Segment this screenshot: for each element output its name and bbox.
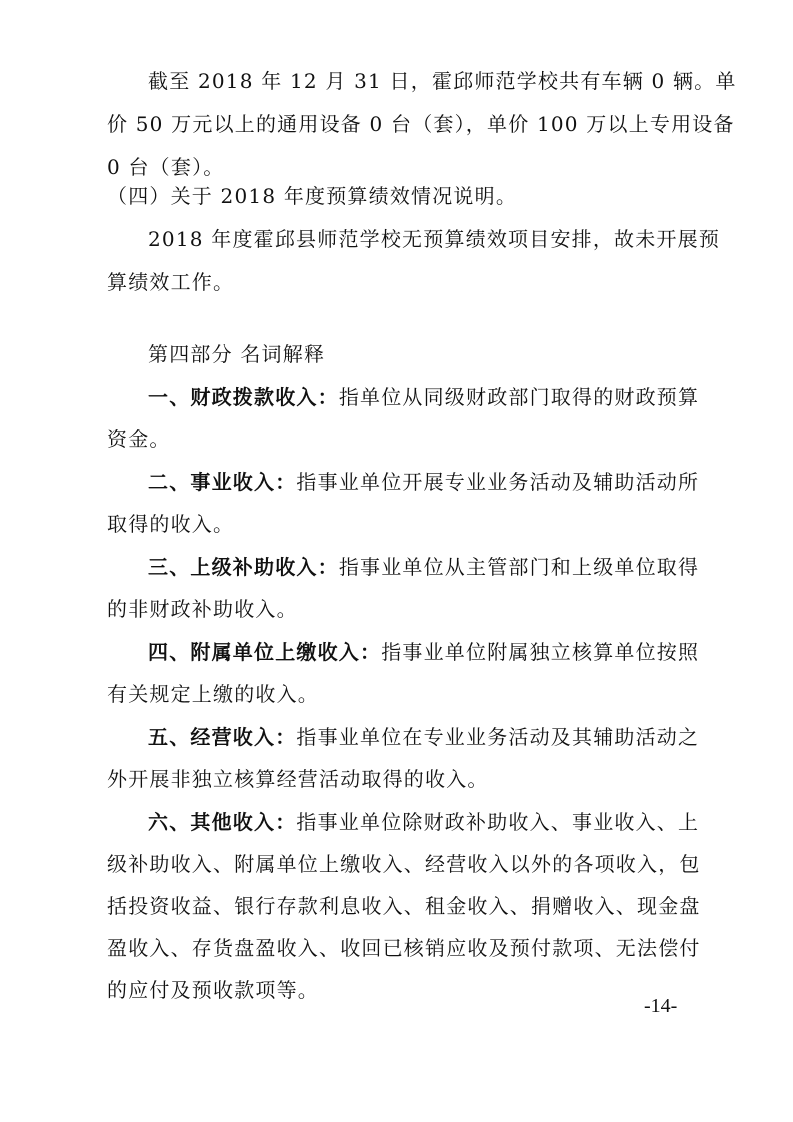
vehicles-line-2: 价 50 万元以上的通用设备 0 台（套），单价 100 万以上专用设备 bbox=[107, 112, 735, 136]
term-item-6-line-2: 级补助收入、附属单位上缴收入、经营收入以外的各项收入，包 bbox=[107, 852, 701, 876]
term-item-1-line-2: 资金。 bbox=[107, 427, 171, 451]
term-item-4-line-2: 有关规定上缴的收入。 bbox=[107, 682, 319, 706]
vehicles-line-3: 0 台（套）。 bbox=[107, 155, 225, 179]
term-item-4-line-1 bbox=[148, 642, 699, 662]
term-item-6-line-5: 的应付及预收款项等。 bbox=[107, 978, 319, 1002]
term-item-6-line-4: 盈收入、存货盘盈收入、收回已核销应收及预付款项、无法偿付 bbox=[107, 936, 701, 960]
term-label: 四、附属单位上缴收入： bbox=[148, 640, 382, 664]
term-item-2-line-2: 取得的收入。 bbox=[107, 512, 235, 536]
term-definition: 指单位从同级财政部门取得的财政预算 bbox=[338, 385, 700, 409]
term-item-2-line-1 bbox=[148, 472, 699, 492]
term-definition: 指事业单位在专业业务活动及其辅助活动之 bbox=[296, 725, 700, 749]
term-item-3-line-1 bbox=[148, 557, 699, 577]
term-label: 五、经营收入： bbox=[148, 725, 297, 749]
term-label: 二、事业收入： bbox=[148, 470, 297, 494]
term-label: 六、其他收入： bbox=[148, 810, 297, 834]
section-title: 第四部分 名词解释 bbox=[148, 342, 326, 366]
term-label: 三、上级补助收入： bbox=[148, 555, 339, 579]
term-definition: 指事业单位附属独立核算单位按照 bbox=[381, 640, 700, 664]
term-item-6-line-3: 括投资收益、银行存款利息收入、租金收入、捐赠收入、现金盘 bbox=[107, 894, 701, 918]
term-item-6-line-1 bbox=[148, 812, 699, 832]
performance-line-2: 算绩效工作。 bbox=[107, 270, 235, 294]
term-definition: 指事业单位开展专业业务活动及辅助活动所 bbox=[296, 470, 700, 494]
term-item-3-line-2: 的非财政补助收入。 bbox=[107, 597, 298, 621]
term-definition: 指事业单位从主管部门和上级单位取得 bbox=[338, 555, 700, 579]
term-label: 一、财政拨款收入： bbox=[148, 385, 339, 409]
term-definition: 指事业单位除财政补助收入、事业收入、上 bbox=[296, 810, 700, 834]
performance-line-1: 2018 年度霍邱县师范学校无预算绩效项目安排，故未开展预 bbox=[148, 227, 721, 251]
vehicles-line-1: 截至 2018 年 12 月 31 日，霍邱师范学校共有车辆 0 辆。单 bbox=[148, 69, 737, 93]
page-number: -14- bbox=[644, 995, 678, 1017]
term-item-1-line-1 bbox=[148, 387, 699, 407]
term-item-5-line-2: 外开展非独立核算经营活动取得的收入。 bbox=[107, 767, 489, 791]
performance-title: （四）关于 2018 年度预算绩效情况说明。 bbox=[107, 184, 518, 208]
term-item-5-line-1 bbox=[148, 727, 699, 747]
